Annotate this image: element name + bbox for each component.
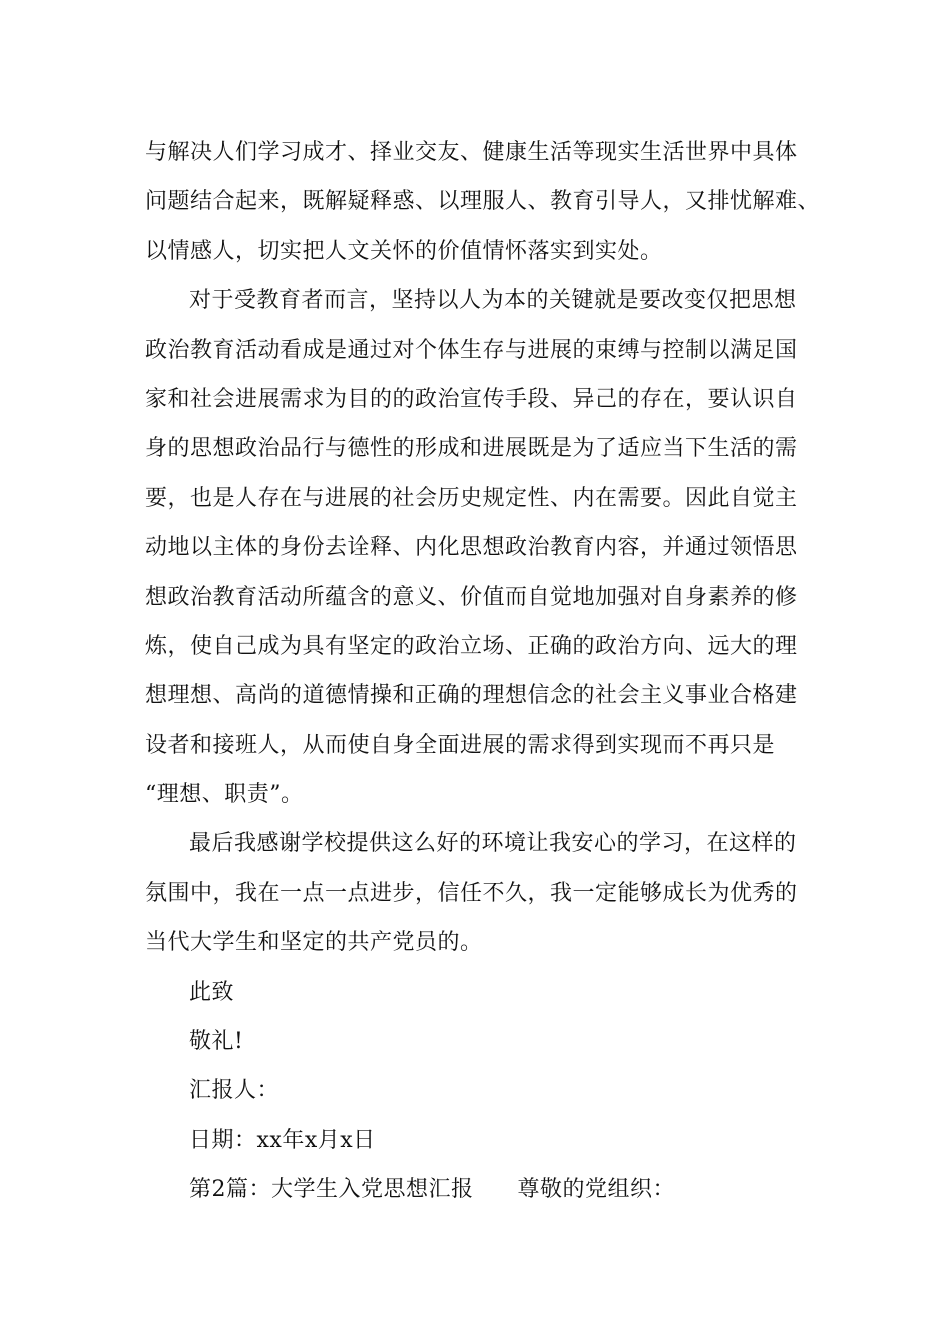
text-line: 最后我感谢学校提供这么好的环境让我安心的学习，在这样的 xyxy=(189,831,797,857)
paragraph-3 xyxy=(145,819,810,967)
text-line: 政治教育活动看成是通过对个体生存与进展的束缚与控制以满足国 xyxy=(145,337,798,363)
date-line: 日期：xx年x月x日 xyxy=(189,1127,376,1153)
next-section-addressee: 尊敬的党组织： xyxy=(517,1177,676,1203)
text-line: 要，也是人存在与进展的社会历史规定性、内在需要。因此自觉主 xyxy=(145,485,798,511)
text-line: 问题结合起来，既解疑释惑、以理服人、教育引导人，又排忧解难、 xyxy=(145,189,821,215)
text-line: 以情感人，切实把人文关怀的价值情怀落实到实处。 xyxy=(145,238,663,264)
document-body xyxy=(145,128,821,1215)
text-line: 想政治教育活动所蕴含的意义、价值而自觉地加强对自身素养的修 xyxy=(145,584,798,610)
paragraph-1 xyxy=(145,128,821,276)
text-line: 炼，使自己成为具有坚定的政治立场、正确的政治方向、远大的理 xyxy=(145,633,798,659)
text-line: 身的思想政治品行与德性的形成和进展既是为了适应当下生活的需 xyxy=(145,436,798,462)
text-line: 当代大学生和坚定的共产党员的。 xyxy=(145,930,483,956)
closing-salutation: 此致 xyxy=(189,979,235,1005)
closing-regards: 敬礼! xyxy=(189,1029,244,1055)
text-line: 与解决人们学习成才、择业交友、健康生活等现实生活世界中具体 xyxy=(145,140,798,165)
text-line: 氛围中，我在一点一点进步，信任不久，我一定能够成长为优秀的 xyxy=(145,880,798,906)
text-line: 动地以主体的身份去诠释、内化思想政治教育内容，并通过领悟思 xyxy=(145,535,798,561)
text-line: 设者和接班人，从而使自身全面进展的需求得到实现而不再只是 xyxy=(145,732,776,758)
next-section-title: 第2篇：大学生入党思想汇报 xyxy=(189,1177,474,1203)
paragraph-2 xyxy=(145,276,810,819)
text-line: 想理想、高尚的道德情操和正确的理想信念的社会主义事业合格建 xyxy=(145,683,798,709)
next-section-heading xyxy=(145,1165,810,1214)
reporter-label: 汇报人： xyxy=(189,1078,280,1104)
text-line: “理想、职责”。 xyxy=(145,782,304,808)
text-line: 家和社会进展需求为目的的政治宣传手段、异己的存在，要认识自 xyxy=(145,386,798,412)
text-line: 对于受教育者而言，坚持以人为本的关键就是要改变仅把思想 xyxy=(189,288,797,314)
